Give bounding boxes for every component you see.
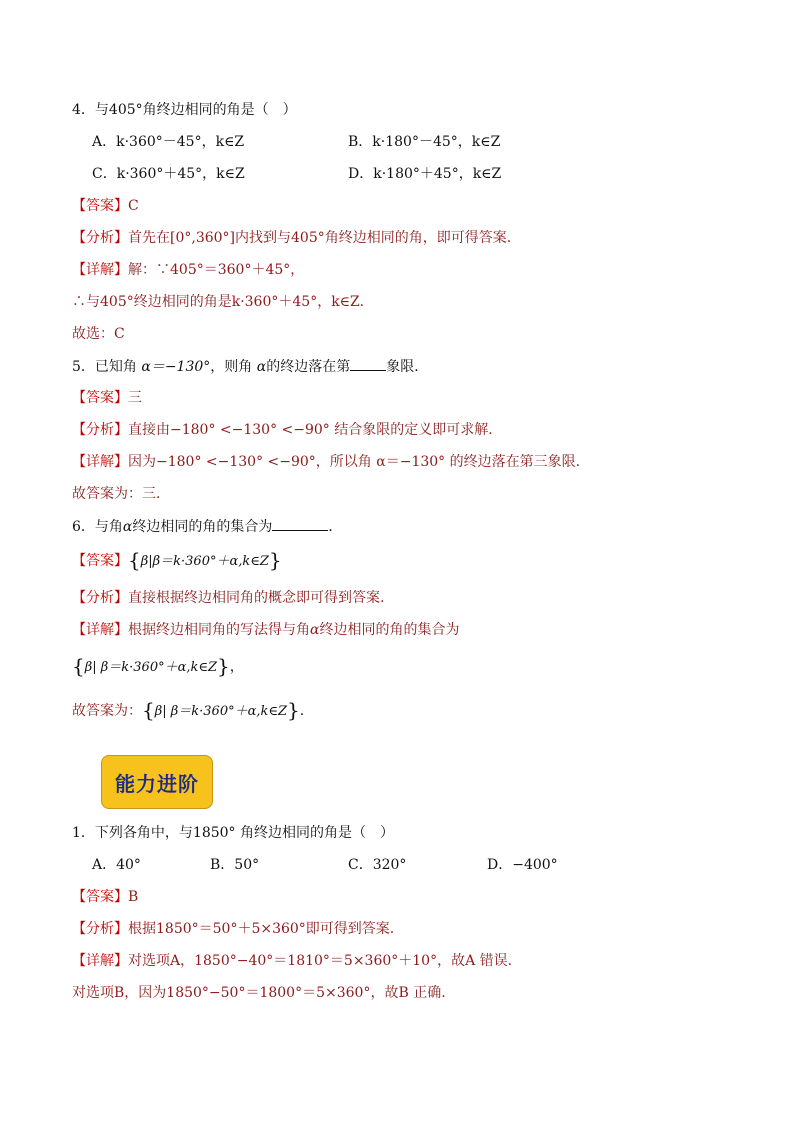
q5-stem-d: 象限． <box>386 359 429 375</box>
detail-text: 解：∵405°＝360°＋45°， <box>128 262 305 278</box>
q5-stem-a: 5．已知角 <box>72 359 137 375</box>
q4-detail <box>72 260 304 280</box>
final-suffix: . <box>299 703 305 719</box>
analysis-text: 直接由−180° <−130° <−90° 结合象限的定义即可求解. <box>128 422 493 438</box>
answer-value: C <box>128 198 139 214</box>
q6-stem-alpha: α <box>122 519 133 535</box>
detail-text-a: 根据终边相同角的写法得与角 <box>128 622 310 638</box>
p1-analysis <box>72 919 394 939</box>
answer-tag: 【答案】 <box>72 198 128 214</box>
q6-detail <box>72 620 459 640</box>
section-badge: 能力进阶 <box>101 755 213 809</box>
q6-stem-a: 6．与角 <box>72 519 123 535</box>
p1-option-b: B．50° <box>210 857 260 873</box>
analysis-tag: 【分析】 <box>72 422 128 438</box>
p1-stem: 1．下列各角中，与1850° 角终边相同的角是（ ） <box>72 825 394 841</box>
p1-option-c: C．320° <box>348 857 407 873</box>
set-expression: {β| β＝k·360°＋α,k∈Z} <box>72 654 230 678</box>
q4-option-c: C．k·360°＋45°，k∈Z <box>92 166 245 182</box>
set-expression-body: β| β＝k·360°＋α,k∈Z <box>84 660 218 675</box>
analysis-tag: 【分析】 <box>72 590 128 606</box>
analysis-text: 根据1850°＝50°＋5×360°即可得到答案. <box>128 921 395 937</box>
p1-detail-line2: 对选项B，因为1850°−50°＝1800°＝5×360°，故B 正确. <box>72 985 446 1001</box>
q4-option-d: D．k·180°＋45°，k∈Z <box>348 166 502 182</box>
answer-blank <box>272 516 328 531</box>
q4-option-b: B．k·180°－45°，k∈Z <box>348 134 501 150</box>
analysis-text: 直接根据终边相同角的概念即可得到答案. <box>128 590 385 606</box>
final-set-expression-body: β| β＝k·360°＋α,k∈Z <box>154 704 288 719</box>
detail-tag: 【详解】 <box>72 953 128 969</box>
p1-option-d: D．−400° <box>487 857 558 873</box>
detail-text-b: 终边相同的角的集合为 <box>319 622 460 638</box>
answer-tag: 【答案】 <box>72 889 128 905</box>
q6-stem-c: ． <box>328 519 343 535</box>
analysis-tag: 【分析】 <box>72 230 128 246</box>
answer-set-expression: {β|β＝k·360°＋α,k∈Z} <box>128 548 282 572</box>
q5-answer <box>72 388 142 408</box>
q6-answer <box>72 550 282 572</box>
answer-value: 三 <box>128 390 142 406</box>
final-set-expression: {β| β＝k·360°＋α,k∈Z} <box>142 698 300 722</box>
analysis-text: 首先在[0°,360°]内找到与405°角终边相同的角，即可得答案. <box>128 230 512 246</box>
q5-analysis <box>72 420 493 440</box>
detail-tag: 【详解】 <box>72 622 128 638</box>
q5-detail <box>72 452 580 472</box>
q5-stem-expr: α＝−130° <box>141 359 211 375</box>
answer-value: β|β＝k·360°＋α,k∈Z <box>140 554 269 569</box>
detail-tag: 【详解】 <box>72 262 128 278</box>
q6-analysis <box>72 588 384 608</box>
q5-stem-alpha: α <box>256 359 267 375</box>
q6-stem <box>72 516 342 537</box>
detail-tag: 【详解】 <box>72 454 128 470</box>
p1-detail <box>72 951 512 971</box>
detail-text: 对选项A，1850°−40°＝1810°＝5×360°＋10°，故A 错误. <box>128 953 513 969</box>
answer-tag: 【答案】 <box>72 553 128 569</box>
final-label: 故答案为： <box>72 703 142 719</box>
set-suffix: ， <box>229 659 244 675</box>
q4-answer <box>72 196 139 216</box>
answer-tag: 【答案】 <box>72 390 128 406</box>
q5-stem <box>72 356 428 377</box>
q6-stem-b: 终边相同的角的集合为 <box>132 519 273 535</box>
q4-detail-line2: ∴与405°终边相同的角是k·360°＋45°，k∈Z. <box>72 294 364 310</box>
q4-option-a: A．k·360°－45°，k∈Z <box>92 134 245 150</box>
q5-stem-b: ，则角 <box>210 359 253 375</box>
q4-final: 故选：C <box>72 326 125 342</box>
q6-final <box>72 700 304 722</box>
q4-stem: 4．与405°角终边相同的角是（ ） <box>72 102 297 118</box>
p1-option-a: A．40° <box>92 857 141 873</box>
q6-set-line <box>72 656 244 678</box>
q4-analysis <box>72 228 511 248</box>
detail-text: 因为−180° <−130° <−90°，所以角 α＝−130° 的终边落在第三象限. <box>128 454 581 470</box>
answer-blank <box>350 356 386 371</box>
q5-stem-c: 的终边落在第 <box>266 359 351 375</box>
analysis-tag: 【分析】 <box>72 921 128 937</box>
q5-final: 故答案为：三. <box>72 486 161 502</box>
p1-answer <box>72 887 138 907</box>
answer-value: B <box>128 889 139 905</box>
detail-alpha: α <box>310 622 320 638</box>
